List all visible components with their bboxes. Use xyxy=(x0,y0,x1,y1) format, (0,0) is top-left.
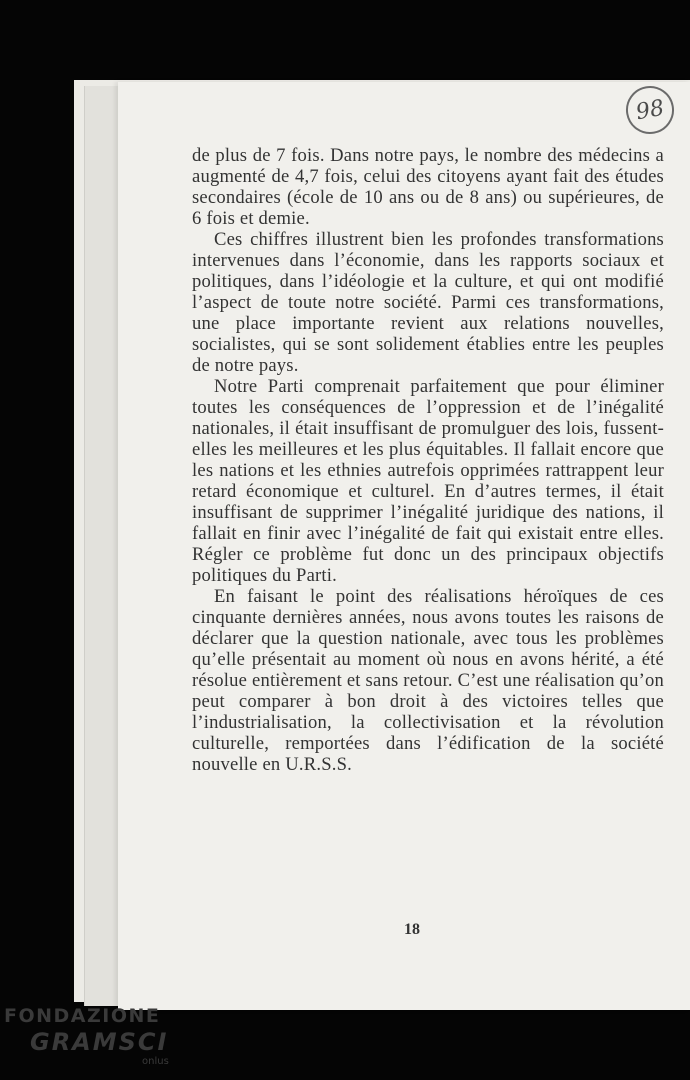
paragraph-3: Notre Parti comprenait parfaitement que pour éliminer toutes les conséquences de l’oppression et de l’inégalité nationales, il était insuffisant de promulguer des lois, fussent-elles les meilleures et les plus équitables. Il fallait encore que les nations et les ethnies autrefois opprimées rattrappent leur retard économique et culturel. En d’autres termes, il était insuffisant de supprimer l’inégalité juridique des nations, il fallait en finir avec l’inégalité de fait qui existait entre elles. Régler ce problème fut donc un des principaux objectifs politiques du Parti. xyxy=(192,376,664,586)
paragraph-1: de plus de 7 fois. Dans notre pays, le nombre des médecins a augmenté de 4,7 fois, celui des citoyens ayant fait des études secondaires (école de 10 ans ou de 8 ans) ou supérieures, de 6 fois et demie. xyxy=(192,145,664,229)
body-text xyxy=(192,145,664,775)
fondazione-gramsci-logo xyxy=(4,1004,174,1074)
folio-page-number: 18 xyxy=(404,921,420,938)
paragraph-4: En faisant le point des réalisations héroïques de ces cinquante dernières années, nous avons toutes les raisons de déclarer que la question nationale, avec tous les problèmes qu’elle présentait au moment où nous en avons hérité, a été résolue entièrement et sans retour. C’est une réalisation qu’on peut comparer à bon droit à des victoires telles que l’industrialisation, la collectivisation et la révolution culturelle, remportées dans l’édification de la société nouvelle en U.R.S.S. xyxy=(192,586,664,775)
paragraph-2: Ces chiffres illustrent bien les profondes transformations intervenues dans l’économie, dans les rapports sociaux et politiques, dans l’idéologie et la culture, et qui ont modifié l’aspect de toute notre société. Parmi ces transformations, une place importante revient aux relations nouvelles, socialistes, qui se sont solidement établies entre les peuples de notre pays. xyxy=(192,229,664,376)
logo-line-1: FONDAZIONE xyxy=(4,1005,161,1027)
handwritten-page-number: 98 xyxy=(622,82,678,138)
logo-line-3: onlus xyxy=(142,1056,169,1067)
logo-line-2: GRAMSCI xyxy=(30,1028,169,1056)
